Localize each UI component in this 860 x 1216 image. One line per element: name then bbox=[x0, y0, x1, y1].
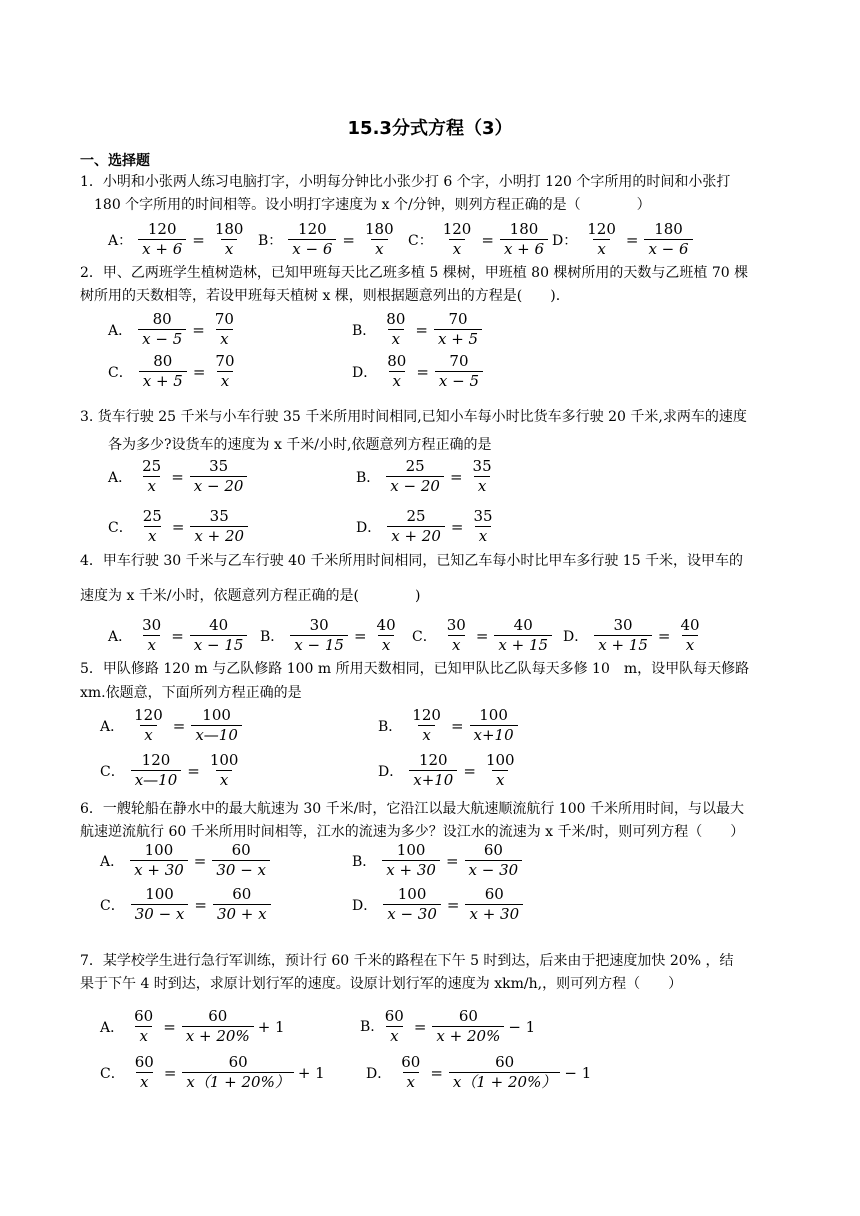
equals-sign: = bbox=[415, 320, 428, 339]
question-text: 航速逆流航行 60 千米所用时间相等，江水的流速为多少？设江水的流速为 x 千米/时，则可列方程（ ） bbox=[80, 824, 745, 840]
fraction bbox=[397, 1053, 424, 1092]
question-text: 速度为 x 千米/小时，依题意列方程正确的是( ) bbox=[80, 588, 421, 604]
numerator: 60 bbox=[495, 1053, 515, 1071]
option-label: A． bbox=[108, 322, 133, 339]
equals-sign: = bbox=[193, 851, 207, 870]
answer-option bbox=[108, 507, 248, 546]
answer-option bbox=[360, 1007, 535, 1046]
answer-option bbox=[352, 885, 523, 924]
numerator: 25 bbox=[142, 507, 162, 525]
denominator: x bbox=[449, 239, 465, 259]
denominator: x − 30 bbox=[465, 860, 523, 880]
numerator: 80 bbox=[153, 352, 173, 370]
equation-tail: − 1 bbox=[564, 1063, 592, 1082]
option-label: C． bbox=[100, 763, 125, 780]
fraction bbox=[594, 616, 652, 655]
answer-option bbox=[100, 751, 242, 790]
denominator: x bbox=[448, 635, 464, 655]
fraction bbox=[139, 352, 187, 391]
answer-option bbox=[352, 352, 483, 391]
fraction bbox=[387, 507, 445, 546]
numerator: 30 bbox=[309, 616, 329, 634]
option-label: C： bbox=[408, 232, 433, 249]
answer-option bbox=[108, 220, 247, 259]
numerator: 60 bbox=[458, 1007, 478, 1025]
denominator: x bbox=[403, 1072, 419, 1092]
numerator: 40 bbox=[680, 616, 700, 634]
fraction bbox=[408, 706, 445, 745]
answer-option bbox=[260, 616, 400, 655]
equals-sign: = bbox=[657, 626, 671, 645]
denominator: x bbox=[136, 1072, 152, 1092]
fraction bbox=[409, 751, 457, 790]
fraction bbox=[439, 220, 476, 259]
fraction bbox=[482, 751, 519, 790]
answer-option bbox=[408, 220, 548, 259]
numerator: 60 bbox=[231, 841, 251, 859]
fraction bbox=[465, 841, 523, 880]
denominator: x bbox=[682, 635, 698, 655]
fraction bbox=[131, 1053, 158, 1092]
option-label: C． bbox=[100, 897, 125, 914]
equals-sign: = bbox=[171, 517, 185, 536]
equals-sign: = bbox=[192, 362, 206, 381]
denominator: x + 20% bbox=[182, 1026, 254, 1046]
equals-sign: = bbox=[430, 1063, 443, 1082]
denominator: x bbox=[474, 476, 490, 496]
denominator: x bbox=[143, 635, 159, 655]
fraction bbox=[211, 310, 238, 349]
equals-sign: = bbox=[413, 1017, 427, 1036]
option-label: A． bbox=[100, 1019, 125, 1036]
numerator: 120 bbox=[141, 751, 171, 769]
numerator: 40 bbox=[513, 616, 533, 634]
numerator: 100 bbox=[202, 706, 231, 724]
numerator: 60 bbox=[401, 1053, 421, 1071]
question-text: 3. 货车行驶 25 千米与小车行驶 35 千米所用时间相同,已知小车每小时比货车多行驶 20 千米,求两车的速度 bbox=[80, 409, 747, 425]
option-label: D： bbox=[552, 232, 578, 249]
numerator: 80 bbox=[387, 352, 407, 370]
numerator: 30 bbox=[446, 616, 466, 634]
answer-option bbox=[100, 1053, 325, 1092]
equals-sign: = bbox=[481, 230, 494, 249]
denominator: x − 30 bbox=[383, 904, 441, 924]
answer-option bbox=[366, 1053, 591, 1092]
numerator: 60 bbox=[134, 1053, 154, 1071]
denominator: x + 20 bbox=[190, 526, 248, 546]
answer-option bbox=[352, 310, 482, 349]
question-text: 5．甲队修路 120 m 与乙队修路 100 m 所用天数相同，已知甲队比乙队每天多修 10 m，设甲队每天修路 bbox=[80, 661, 750, 677]
fraction bbox=[182, 1007, 254, 1046]
denominator: x bbox=[389, 371, 405, 391]
fraction bbox=[583, 220, 620, 259]
fraction bbox=[211, 352, 238, 391]
equals-sign: = bbox=[171, 467, 184, 486]
fraction bbox=[190, 457, 248, 496]
fraction bbox=[494, 616, 552, 655]
numerator: 60 bbox=[208, 1007, 228, 1025]
equals-sign: = bbox=[194, 895, 207, 914]
numerator: 120 bbox=[412, 706, 441, 724]
denominator: x bbox=[143, 476, 159, 496]
denominator: x bbox=[386, 1026, 402, 1046]
denominator: 30 + x bbox=[213, 904, 271, 924]
question-text: 2．甲、乙两班学生植树造林，已知甲班每天比乙班多植 5 棵树，甲班植 80 棵树所用的天数与乙班植 70 棵 bbox=[80, 265, 749, 281]
section-heading: 一、选择题 bbox=[80, 153, 150, 169]
equals-sign: = bbox=[163, 1063, 177, 1082]
numerator: 180 bbox=[509, 220, 539, 238]
answer-option bbox=[356, 457, 496, 496]
fraction bbox=[290, 616, 348, 655]
option-label: C． bbox=[412, 628, 437, 645]
fraction bbox=[381, 1007, 408, 1046]
equation-tail: − 1 bbox=[508, 1017, 536, 1036]
fraction bbox=[465, 885, 523, 924]
denominator: x − 15 bbox=[290, 635, 348, 655]
option-label: A： bbox=[108, 232, 133, 249]
question-text: 各为多少?设货车的速度为 x 千米/小时,依题意列方程正确的是 bbox=[108, 437, 492, 453]
equals-sign: = bbox=[463, 761, 476, 780]
denominator: x + 15 bbox=[494, 635, 552, 655]
answer-option bbox=[108, 310, 238, 349]
numerator: 40 bbox=[209, 616, 229, 634]
question-text: 果于下午 4 时到达，求原计划行军的速度。设原计划行军的速度为 xkm/h,，则可列方程（ ） bbox=[80, 976, 683, 992]
question-text: 7．某学校学生进行急行军训练，预计行 60 千米的路程在下午 5 时到达，后来由于把速度加快 20% ，结 bbox=[80, 953, 734, 969]
numerator: 60 bbox=[384, 1007, 404, 1025]
fraction bbox=[206, 751, 243, 790]
numerator: 100 bbox=[144, 841, 174, 859]
numerator: 25 bbox=[406, 507, 426, 525]
denominator: x + 30 bbox=[465, 904, 523, 924]
denominator: x bbox=[217, 371, 233, 391]
fraction bbox=[382, 310, 409, 349]
fraction bbox=[382, 841, 440, 880]
numerator: 70 bbox=[449, 352, 469, 370]
numerator: 25 bbox=[405, 457, 425, 475]
fraction bbox=[434, 310, 482, 349]
equals-sign: = bbox=[172, 716, 186, 735]
numerator: 40 bbox=[376, 616, 396, 634]
denominator: x bbox=[221, 239, 237, 259]
fraction bbox=[182, 1053, 293, 1092]
answer-option bbox=[108, 457, 247, 496]
denominator: x + 6 bbox=[500, 239, 548, 259]
question-text: 6．一艘轮船在静水中的最大航速为 30 千米/时，它沿江以最大航速顺流航行 100 千米所用时间，与以最大 bbox=[80, 801, 744, 817]
numerator: 35 bbox=[472, 457, 492, 475]
equals-sign: = bbox=[416, 362, 429, 381]
denominator: x + 20% bbox=[432, 1026, 504, 1046]
denominator: x—10 bbox=[131, 770, 182, 790]
numerator: 180 bbox=[214, 220, 244, 238]
fraction bbox=[130, 841, 188, 880]
numerator: 60 bbox=[484, 885, 504, 903]
denominator: x + 5 bbox=[434, 329, 482, 349]
equals-sign: = bbox=[187, 761, 200, 780]
option-label: A． bbox=[108, 469, 133, 486]
denominator: x bbox=[135, 1026, 151, 1046]
option-label: C． bbox=[108, 364, 133, 381]
equals-sign: = bbox=[449, 467, 463, 486]
fraction bbox=[212, 841, 270, 880]
fraction bbox=[432, 1007, 504, 1046]
answer-option bbox=[563, 616, 704, 655]
fraction bbox=[373, 616, 400, 655]
numerator: 100 bbox=[397, 885, 427, 903]
numerator: 100 bbox=[145, 885, 174, 903]
fraction bbox=[469, 457, 496, 496]
numerator: 180 bbox=[364, 220, 394, 238]
fraction bbox=[213, 885, 271, 924]
denominator: x（1 + 20%） bbox=[182, 1072, 293, 1092]
option-label: B： bbox=[258, 232, 283, 249]
denominator: x + 30 bbox=[130, 860, 188, 880]
option-label: D． bbox=[563, 628, 589, 645]
option-label: B． bbox=[260, 628, 285, 645]
answer-option bbox=[378, 751, 519, 790]
question-text: xm.依题意，下面所列方程正确的是 bbox=[80, 685, 302, 701]
question-text: 1．小明和小张两人练习电脑打字，小明每分钟比小张少打 6 个字，小明打 120 个字所用的时间和小张打 bbox=[80, 174, 731, 190]
fraction bbox=[130, 706, 167, 745]
option-label: A． bbox=[100, 718, 125, 735]
numerator: 80 bbox=[152, 310, 172, 328]
denominator: x（1 + 20%） bbox=[449, 1072, 560, 1092]
option-label: B． bbox=[356, 469, 381, 486]
fraction bbox=[470, 706, 518, 745]
answer-option bbox=[356, 507, 497, 546]
numerator: 180 bbox=[654, 220, 683, 238]
denominator: x + 30 bbox=[382, 860, 440, 880]
numerator: 120 bbox=[134, 706, 163, 724]
option-label: B. bbox=[360, 1018, 375, 1035]
denominator: x bbox=[140, 725, 156, 745]
fraction bbox=[469, 507, 496, 546]
numerator: 70 bbox=[214, 310, 234, 328]
fraction bbox=[131, 751, 182, 790]
denominator: x bbox=[378, 635, 394, 655]
fraction bbox=[435, 352, 483, 391]
denominator: x bbox=[388, 329, 404, 349]
equals-sign: = bbox=[625, 230, 639, 249]
answer-option bbox=[100, 706, 242, 745]
denominator: x bbox=[144, 526, 160, 546]
numerator: 30 bbox=[613, 616, 633, 634]
denominator: x − 6 bbox=[644, 239, 692, 259]
denominator: x bbox=[492, 770, 508, 790]
fraction bbox=[644, 220, 692, 259]
denominator: x bbox=[418, 725, 434, 745]
numerator: 120 bbox=[442, 220, 472, 238]
numerator: 60 bbox=[232, 885, 252, 903]
numerator: 100 bbox=[479, 706, 508, 724]
question-text: 4．甲车行驶 30 千米与乙车行驶 40 千米所用时间相同，已知乙车每小时比甲车多行驶 15 千米，设甲车的 bbox=[80, 553, 744, 569]
option-label: D． bbox=[352, 364, 378, 381]
numerator: 60 bbox=[483, 841, 503, 859]
option-label: D． bbox=[378, 763, 404, 780]
denominator: 30 − x bbox=[131, 904, 189, 924]
option-label: D． bbox=[356, 519, 382, 536]
equals-sign: = bbox=[353, 626, 367, 645]
fraction bbox=[138, 616, 165, 655]
answer-option bbox=[100, 841, 270, 880]
equals-sign: = bbox=[342, 230, 355, 249]
equation-tail: + 1 bbox=[297, 1063, 325, 1082]
numerator: 70 bbox=[448, 310, 468, 328]
equals-sign: = bbox=[446, 895, 460, 914]
option-label: B． bbox=[378, 718, 403, 735]
answer-option bbox=[108, 616, 247, 655]
fraction bbox=[190, 507, 248, 546]
fraction bbox=[138, 310, 186, 349]
option-label: D． bbox=[352, 897, 378, 914]
denominator: x − 15 bbox=[190, 635, 248, 655]
fraction bbox=[191, 706, 242, 745]
denominator: x + 20 bbox=[387, 526, 445, 546]
numerator: 120 bbox=[147, 220, 177, 238]
equals-sign: = bbox=[450, 517, 464, 536]
fraction bbox=[449, 1053, 560, 1092]
numerator: 120 bbox=[587, 220, 616, 238]
option-label: B． bbox=[352, 853, 377, 870]
denominator: x bbox=[371, 239, 387, 259]
numerator: 60 bbox=[228, 1053, 248, 1071]
numerator: 70 bbox=[215, 352, 235, 370]
denominator: x − 20 bbox=[190, 476, 248, 496]
fraction bbox=[288, 220, 336, 259]
fraction bbox=[386, 457, 444, 496]
fraction bbox=[138, 220, 186, 259]
equation-tail: + 1 bbox=[257, 1017, 285, 1036]
numerator: 100 bbox=[396, 841, 426, 859]
fraction bbox=[130, 1007, 157, 1046]
denominator: x − 5 bbox=[435, 371, 483, 391]
option-label: A． bbox=[100, 853, 125, 870]
numerator: 120 bbox=[298, 220, 327, 238]
page-title: 15.3分式方程（3） bbox=[347, 118, 513, 139]
numerator: 35 bbox=[209, 507, 229, 525]
fraction bbox=[190, 616, 248, 655]
numerator: 120 bbox=[418, 751, 448, 769]
answer-option bbox=[412, 616, 552, 655]
fraction bbox=[131, 885, 189, 924]
fraction bbox=[500, 220, 548, 259]
denominator: x + 5 bbox=[139, 371, 187, 391]
answer-option bbox=[352, 841, 522, 880]
answer-option bbox=[100, 885, 271, 924]
numerator: 30 bbox=[142, 616, 162, 634]
answer-option bbox=[258, 220, 398, 259]
fraction bbox=[139, 507, 166, 546]
denominator: x+10 bbox=[470, 725, 518, 745]
denominator: 30 − x bbox=[212, 860, 270, 880]
answer-option bbox=[552, 220, 693, 259]
numerator: 100 bbox=[209, 751, 239, 769]
numerator: 100 bbox=[485, 751, 515, 769]
fraction bbox=[138, 457, 165, 496]
denominator: x—10 bbox=[191, 725, 242, 745]
answer-option bbox=[100, 1007, 285, 1046]
denominator: x bbox=[216, 770, 232, 790]
denominator: x bbox=[216, 329, 232, 349]
equals-sign: = bbox=[163, 1017, 176, 1036]
fraction bbox=[383, 885, 441, 924]
denominator: x bbox=[475, 526, 491, 546]
numerator: 25 bbox=[142, 457, 162, 475]
denominator: x + 6 bbox=[138, 239, 186, 259]
equals-sign: = bbox=[171, 626, 184, 645]
denominator: x + 15 bbox=[594, 635, 652, 655]
numerator: 80 bbox=[386, 310, 406, 328]
equals-sign: = bbox=[192, 230, 205, 249]
option-label: C． bbox=[100, 1065, 125, 1082]
question-text: 180 个字所用的时间相等。设小明打字速度为 x 个/分钟，则列方程正确的是（ ） bbox=[94, 197, 651, 213]
denominator: x − 20 bbox=[386, 476, 444, 496]
fraction bbox=[676, 616, 703, 655]
fraction bbox=[211, 220, 248, 259]
equals-sign: = bbox=[450, 716, 464, 735]
denominator: x − 5 bbox=[138, 329, 186, 349]
equals-sign: = bbox=[475, 626, 489, 645]
denominator: x+10 bbox=[409, 770, 457, 790]
option-label: A． bbox=[108, 628, 133, 645]
numerator: 60 bbox=[134, 1007, 154, 1025]
numerator: 35 bbox=[473, 507, 493, 525]
fraction bbox=[383, 352, 410, 391]
option-label: D． bbox=[366, 1065, 392, 1082]
answer-option bbox=[378, 706, 518, 745]
numerator: 35 bbox=[209, 457, 229, 475]
equals-sign: = bbox=[445, 851, 459, 870]
option-label: B． bbox=[352, 322, 377, 339]
option-label: C． bbox=[108, 519, 133, 536]
fraction bbox=[361, 220, 398, 259]
denominator: x bbox=[593, 239, 609, 259]
denominator: x − 6 bbox=[288, 239, 336, 259]
fraction bbox=[443, 616, 470, 655]
equals-sign: = bbox=[192, 320, 205, 339]
answer-option bbox=[108, 352, 239, 391]
question-text: 树所用的天数相等，若设甲班每天植树 x 棵，则根据题意列出的方程是( ). bbox=[80, 288, 561, 304]
